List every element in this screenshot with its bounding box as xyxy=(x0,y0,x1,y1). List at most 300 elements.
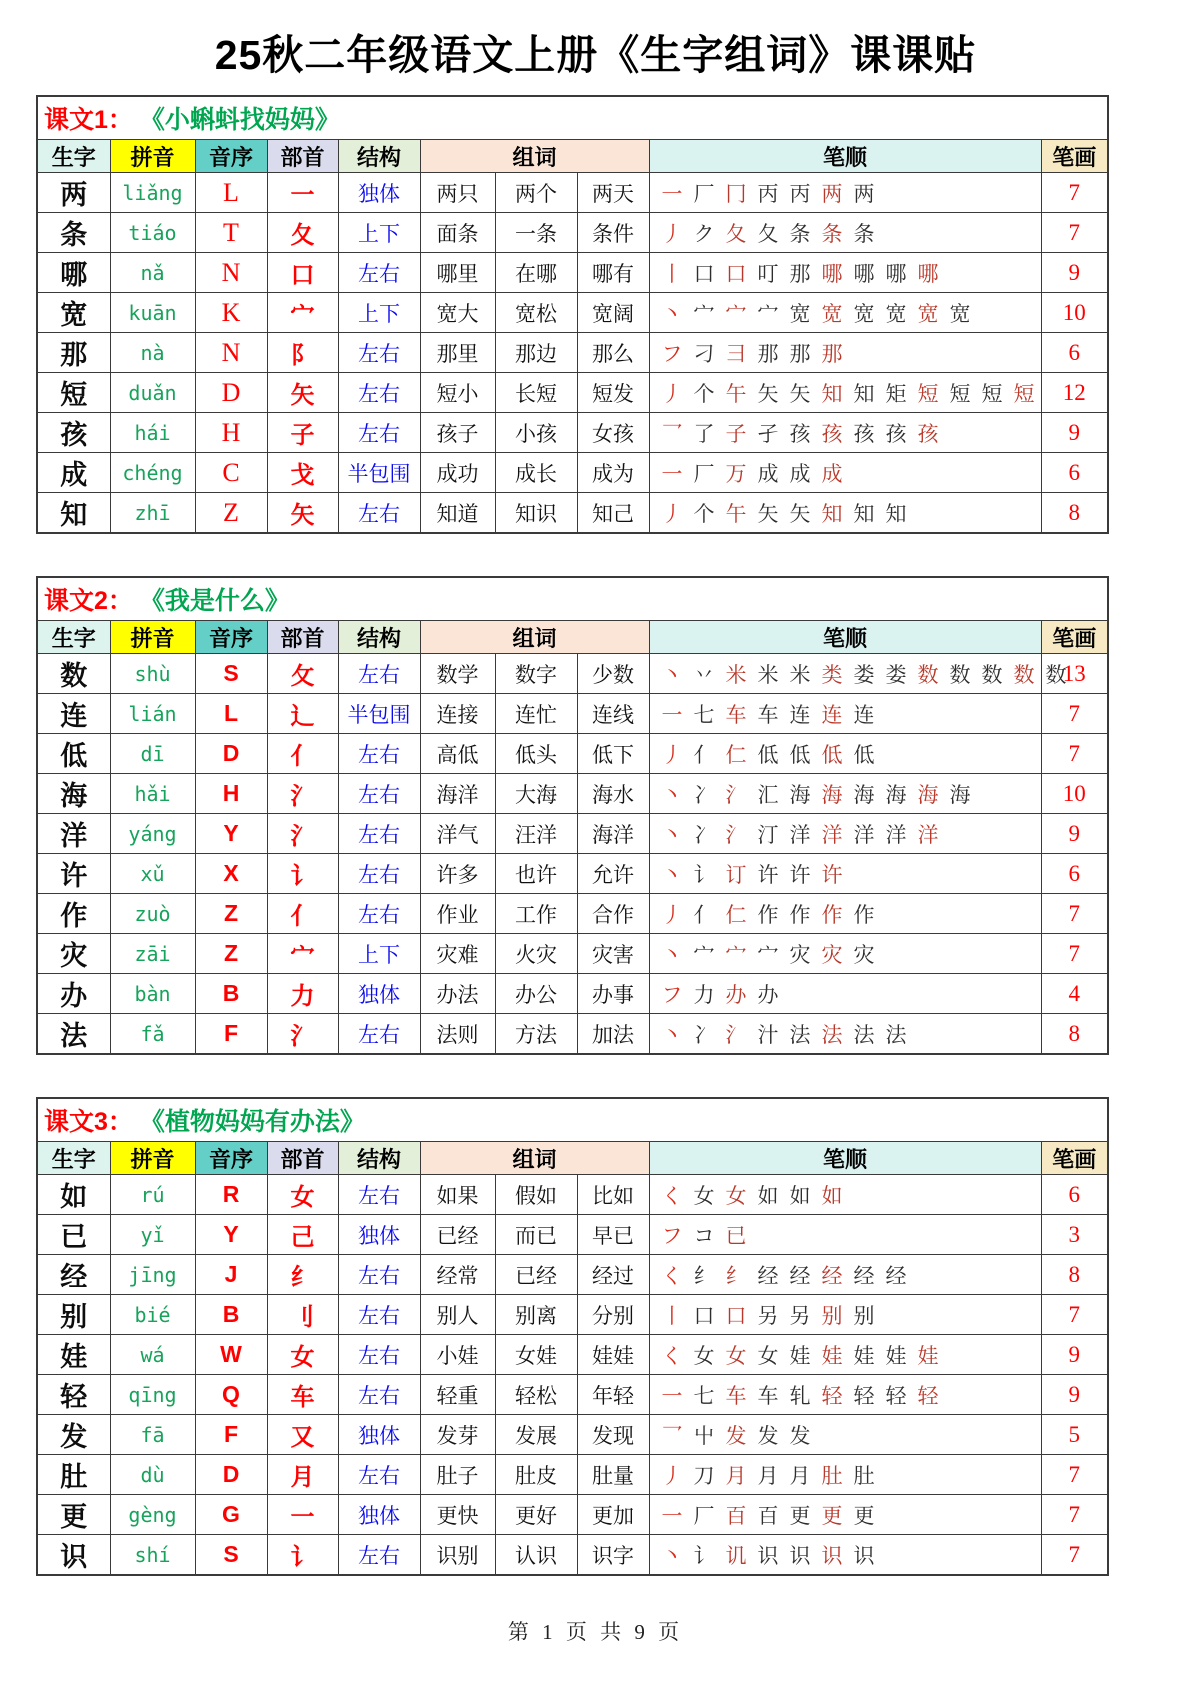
stroke-order-cell xyxy=(649,734,1041,774)
stroke-step-glyph: 那 xyxy=(757,341,779,366)
word-cell: 宽阔 xyxy=(577,293,649,333)
character-cell: 已 xyxy=(37,1215,110,1255)
column-header-部首: 部首 xyxy=(267,140,338,173)
stroke-step-glyph: 宀 xyxy=(725,301,747,326)
alphabetical-initial-cell: B xyxy=(195,1295,267,1335)
character-row xyxy=(37,894,1108,934)
radical-cell: 车 xyxy=(267,1375,338,1415)
stroke-step-glyph: 子 xyxy=(725,421,747,446)
radical-cell: 刂 xyxy=(267,1295,338,1335)
stroke-step-glyph: 月 xyxy=(757,1463,779,1488)
stroke-step-glyph: 数 xyxy=(981,662,1003,687)
word-cell: 那里 xyxy=(420,333,495,373)
character-cell: 宽 xyxy=(37,293,110,333)
pinyin-cell: zāi xyxy=(110,934,195,974)
stroke-order-cell xyxy=(649,774,1041,814)
pinyin-cell: wá xyxy=(110,1335,195,1375)
word-cell: 肚皮 xyxy=(495,1455,577,1495)
word-cell: 宽松 xyxy=(495,293,577,333)
stroke-step-glyph: 如 xyxy=(821,1183,843,1208)
stroke-step-glyph: 条 xyxy=(789,221,811,246)
word-cell: 海水 xyxy=(577,774,649,814)
structure-cell: 半包围 xyxy=(338,694,420,734)
stroke-step-glyph: 冂 xyxy=(725,181,747,206)
stroke-step-glyph: 女 xyxy=(757,1343,779,1368)
stroke-step-glyph: 刁 xyxy=(693,341,715,366)
character-cell: 如 xyxy=(37,1175,110,1215)
stroke-step-glyph: 仁 xyxy=(725,742,747,767)
stroke-step-glyph: 口 xyxy=(693,1303,715,1328)
stroke-order-cell xyxy=(649,1455,1041,1495)
stroke-order-cell xyxy=(649,453,1041,493)
stroke-step-glyph: 低 xyxy=(757,742,779,767)
stroke-step-glyph: 许 xyxy=(789,862,811,887)
stroke-step-glyph: 娃 xyxy=(789,1343,811,1368)
stroke-count-cell: 6 xyxy=(1041,854,1108,894)
alphabetical-initial-cell: Z xyxy=(195,894,267,934)
word-cell: 灾害 xyxy=(577,934,649,974)
stroke-step-glyph: 厂 xyxy=(693,461,715,486)
stroke-count-cell: 7 xyxy=(1041,694,1108,734)
stroke-step-glyph: く xyxy=(661,1343,683,1368)
stroke-step-glyph: 刀 xyxy=(693,1463,715,1488)
stroke-step-glyph: 乛 xyxy=(661,1423,683,1448)
word-cell: 在哪 xyxy=(495,253,577,293)
stroke-step-glyph: 氵 xyxy=(725,822,747,847)
word-cell: 女孩 xyxy=(577,413,649,453)
structure-cell: 左右 xyxy=(338,1255,420,1295)
structure-cell: 独体 xyxy=(338,974,420,1014)
stroke-step-glyph: 亻 xyxy=(693,902,715,927)
structure-cell: 左右 xyxy=(338,413,420,453)
character-cell: 肚 xyxy=(37,1455,110,1495)
alphabetical-initial-cell: Q xyxy=(195,1375,267,1415)
stroke-step-glyph: 汁 xyxy=(757,1022,779,1047)
stroke-count-cell: 7 xyxy=(1041,894,1108,934)
word-cell: 成功 xyxy=(420,453,495,493)
structure-cell: 上下 xyxy=(338,934,420,974)
stroke-count-cell: 8 xyxy=(1041,1255,1108,1295)
lesson-title: 《小蝌蚪找妈妈》 xyxy=(132,106,340,134)
stroke-step-glyph: 氵 xyxy=(725,782,747,807)
stroke-count-cell: 9 xyxy=(1041,1375,1108,1415)
stroke-order-cell xyxy=(649,934,1041,974)
stroke-step-glyph: 米 xyxy=(789,662,811,687)
stroke-step-glyph: 女 xyxy=(725,1183,747,1208)
word-cell: 知己 xyxy=(577,493,649,534)
character-cell: 作 xyxy=(37,894,110,934)
stroke-step-glyph: 洋 xyxy=(853,822,875,847)
character-cell: 那 xyxy=(37,333,110,373)
stroke-order-cell xyxy=(649,654,1067,694)
stroke-step-glyph: 海 xyxy=(853,782,875,807)
stroke-step-glyph: 海 xyxy=(885,782,907,807)
stroke-step-glyph: 米 xyxy=(725,662,747,687)
stroke-step-glyph: 丶 xyxy=(661,822,683,847)
stroke-step-glyph: 办 xyxy=(757,982,779,1007)
alphabetical-initial-cell: K xyxy=(195,293,267,333)
column-header-拼音: 拼音 xyxy=(110,1142,195,1175)
radical-cell: 戈 xyxy=(267,453,338,493)
radical-cell: 力 xyxy=(267,974,338,1014)
stroke-step-glyph: 条 xyxy=(853,221,875,246)
stroke-step-glyph: 讥 xyxy=(725,1543,747,1568)
lesson-heading xyxy=(37,1098,1108,1142)
stroke-step-glyph: 纟 xyxy=(725,1263,747,1288)
stroke-step-glyph: 一 xyxy=(661,1503,683,1528)
stroke-step-glyph: 成 xyxy=(757,461,779,486)
word-cell: 许多 xyxy=(420,854,495,894)
word-cell: 海洋 xyxy=(577,814,649,854)
word-cell: 那么 xyxy=(577,333,649,373)
stroke-step-glyph: 轧 xyxy=(789,1383,811,1408)
pinyin-cell: chéng xyxy=(110,453,195,493)
stroke-count-cell: 9 xyxy=(1041,253,1108,293)
stroke-step-glyph: 两 xyxy=(821,181,843,206)
word-cell: 更好 xyxy=(495,1495,577,1535)
character-row xyxy=(37,213,1108,253)
word-cell: 认识 xyxy=(495,1535,577,1576)
column-header-部首: 部首 xyxy=(267,1142,338,1175)
stroke-step-glyph: 发 xyxy=(757,1423,779,1448)
column-header-笔顺: 笔顺 xyxy=(649,140,1041,173)
character-row xyxy=(37,253,1108,293)
stroke-step-glyph: 夂 xyxy=(757,221,779,246)
stroke-order-cell xyxy=(649,1295,1041,1335)
word-cell: 发现 xyxy=(577,1415,649,1455)
word-cell: 知识 xyxy=(495,493,577,534)
word-cell: 已经 xyxy=(420,1215,495,1255)
stroke-order-cell xyxy=(649,413,1041,453)
stroke-step-glyph: 识 xyxy=(821,1543,843,1568)
column-header-笔画: 笔画 xyxy=(1041,621,1108,654)
stroke-step-glyph: 叮 xyxy=(757,261,779,286)
word-cell: 汪洋 xyxy=(495,814,577,854)
stroke-step-glyph: 宀 xyxy=(757,942,779,967)
stroke-step-glyph: 哪 xyxy=(821,261,843,286)
stroke-step-glyph: 经 xyxy=(853,1263,875,1288)
stroke-step-glyph: 识 xyxy=(757,1543,779,1568)
character-row xyxy=(37,1455,1108,1495)
character-cell: 洋 xyxy=(37,814,110,854)
word-cell: 娃娃 xyxy=(577,1335,649,1375)
character-cell: 数 xyxy=(37,654,110,694)
character-row xyxy=(37,1175,1108,1215)
stroke-step-glyph: 一 xyxy=(661,1383,683,1408)
stroke-step-glyph: 矢 xyxy=(757,501,779,526)
word-cell: 大海 xyxy=(495,774,577,814)
character-cell: 条 xyxy=(37,213,110,253)
alphabetical-initial-cell: B xyxy=(195,974,267,1014)
stroke-step-glyph: 丿 xyxy=(661,1463,683,1488)
pinyin-cell: hái xyxy=(110,413,195,453)
word-cell: 已经 xyxy=(495,1255,577,1295)
pinyin-cell: dù xyxy=(110,1455,195,1495)
stroke-step-glyph: 屮 xyxy=(693,1423,715,1448)
stroke-step-glyph: 数 xyxy=(1013,662,1035,687)
character-row xyxy=(37,293,1108,333)
character-cell: 灾 xyxy=(37,934,110,974)
stroke-step-glyph: 连 xyxy=(789,702,811,727)
stroke-step-glyph: 洋 xyxy=(917,822,939,847)
word-cell: 两个 xyxy=(495,173,577,213)
pinyin-cell: fǎ xyxy=(110,1014,195,1055)
stroke-step-glyph: 轻 xyxy=(917,1383,939,1408)
word-cell: 高低 xyxy=(420,734,495,774)
stroke-step-glyph: 午 xyxy=(725,381,747,406)
stroke-step-glyph: 氵 xyxy=(725,1022,747,1047)
structure-cell: 左右 xyxy=(338,894,420,934)
stroke-step-glyph: 厂 xyxy=(693,1503,715,1528)
stroke-order-cell xyxy=(649,1535,1041,1576)
stroke-step-glyph: 乛 xyxy=(661,421,683,446)
word-cell: 成长 xyxy=(495,453,577,493)
stroke-step-glyph: 灾 xyxy=(789,942,811,967)
pinyin-cell: bàn xyxy=(110,974,195,1014)
word-cell: 条件 xyxy=(577,213,649,253)
stroke-step-glyph: 丙 xyxy=(757,181,779,206)
stroke-count-cell: 6 xyxy=(1041,1175,1108,1215)
structure-cell: 独体 xyxy=(338,1415,420,1455)
character-cell: 发 xyxy=(37,1415,110,1455)
word-cell: 发展 xyxy=(495,1415,577,1455)
character-cell: 经 xyxy=(37,1255,110,1295)
stroke-step-glyph: 亻 xyxy=(693,742,715,767)
stroke-step-glyph: 连 xyxy=(821,702,843,727)
pinyin-cell: kuān xyxy=(110,293,195,333)
stroke-step-glyph: く xyxy=(661,1183,683,1208)
stroke-step-glyph: 夂 xyxy=(725,221,747,246)
character-cell: 更 xyxy=(37,1495,110,1535)
structure-cell: 左右 xyxy=(338,1535,420,1576)
alphabetical-initial-cell: S xyxy=(195,1535,267,1576)
stroke-step-glyph: 个 xyxy=(693,501,715,526)
radical-cell: 宀 xyxy=(267,293,338,333)
stroke-step-glyph: 仁 xyxy=(725,902,747,927)
character-row xyxy=(37,1415,1108,1455)
stroke-step-glyph: 更 xyxy=(821,1503,843,1528)
character-row xyxy=(37,1215,1108,1255)
stroke-step-glyph: 丿 xyxy=(661,381,683,406)
stroke-step-glyph: 另 xyxy=(789,1303,811,1328)
word-cell: 连忙 xyxy=(495,694,577,734)
word-cell: 轻重 xyxy=(420,1375,495,1415)
stroke-step-glyph: 讠 xyxy=(693,862,715,887)
stroke-step-glyph: 丶 xyxy=(661,1543,683,1568)
character-cell: 识 xyxy=(37,1535,110,1576)
character-row xyxy=(37,974,1108,1014)
alphabetical-initial-cell: L xyxy=(195,173,267,213)
word-cell: 经过 xyxy=(577,1255,649,1295)
word-cell: 年轻 xyxy=(577,1375,649,1415)
word-cell: 洋气 xyxy=(420,814,495,854)
structure-cell: 独体 xyxy=(338,1215,420,1255)
word-cell: 更快 xyxy=(420,1495,495,1535)
stroke-step-glyph: 低 xyxy=(821,742,843,767)
stroke-step-glyph: 孩 xyxy=(789,421,811,446)
word-cell: 方法 xyxy=(495,1014,577,1055)
stroke-order-cell xyxy=(649,293,1041,333)
stroke-count-cell: 7 xyxy=(1041,1535,1108,1576)
stroke-order-cell xyxy=(649,1215,1041,1255)
radical-cell: 子 xyxy=(267,413,338,453)
stroke-step-glyph: 孩 xyxy=(821,421,843,446)
radical-cell: 矢 xyxy=(267,493,338,534)
stroke-order-cell xyxy=(649,173,1041,213)
word-cell: 低下 xyxy=(577,734,649,774)
stroke-step-glyph: 办 xyxy=(725,982,747,1007)
word-cell: 识别 xyxy=(420,1535,495,1576)
stroke-step-glyph: 汇 xyxy=(757,782,779,807)
pinyin-cell: shí xyxy=(110,1535,195,1576)
word-cell: 火灾 xyxy=(495,934,577,974)
radical-cell: 己 xyxy=(267,1215,338,1255)
radical-cell: 阝 xyxy=(267,333,338,373)
structure-cell: 上下 xyxy=(338,293,420,333)
stroke-step-glyph: 丶 xyxy=(661,862,683,887)
stroke-step-glyph: 经 xyxy=(757,1263,779,1288)
stroke-step-glyph: 作 xyxy=(853,902,875,927)
alphabetical-initial-cell: D xyxy=(195,373,267,413)
stroke-count-cell: 7 xyxy=(1041,1495,1108,1535)
character-cell: 海 xyxy=(37,774,110,814)
stroke-step-glyph: 丿 xyxy=(661,742,683,767)
stroke-step-glyph: 冫 xyxy=(693,822,715,847)
word-cell: 小娃 xyxy=(420,1335,495,1375)
character-row xyxy=(37,413,1108,453)
column-header-结构: 结构 xyxy=(338,621,420,654)
column-header-音序: 音序 xyxy=(195,621,267,654)
stroke-step-glyph: 矢 xyxy=(789,501,811,526)
structure-cell: 左右 xyxy=(338,253,420,293)
word-cell: 两天 xyxy=(577,173,649,213)
character-row xyxy=(37,173,1108,213)
stroke-count-cell: 12 xyxy=(1041,373,1108,413)
stroke-step-glyph: 一 xyxy=(661,702,683,727)
lesson-label: 课文1： xyxy=(44,106,133,134)
word-cell: 哪有 xyxy=(577,253,649,293)
stroke-step-glyph: 作 xyxy=(821,902,843,927)
stroke-step-glyph: 法 xyxy=(789,1022,811,1047)
word-cell: 允许 xyxy=(577,854,649,894)
radical-cell: 亻 xyxy=(267,734,338,774)
stroke-step-glyph: 肚 xyxy=(853,1463,875,1488)
stroke-order-cell xyxy=(649,333,1041,373)
stroke-step-glyph: 经 xyxy=(885,1263,907,1288)
stroke-step-glyph: 宽 xyxy=(789,301,811,326)
word-cell: 连接 xyxy=(420,694,495,734)
word-cell: 肚子 xyxy=(420,1455,495,1495)
stroke-step-glyph: 数 xyxy=(917,662,939,687)
word-cell: 灾难 xyxy=(420,934,495,974)
radical-cell: 女 xyxy=(267,1175,338,1215)
word-cell: 也许 xyxy=(495,854,577,894)
character-row xyxy=(37,493,1108,534)
stroke-order-cell xyxy=(649,1175,1041,1215)
lesson-tables-container xyxy=(36,95,1155,1576)
pinyin-cell: lián xyxy=(110,694,195,734)
stroke-step-glyph: 知 xyxy=(821,501,843,526)
character-cell: 两 xyxy=(37,173,110,213)
stroke-step-glyph: 米 xyxy=(757,662,779,687)
stroke-count-cell: 10 xyxy=(1041,774,1108,814)
stroke-step-glyph: 车 xyxy=(725,702,747,727)
alphabetical-initial-cell: N xyxy=(195,253,267,293)
stroke-step-glyph: 纟 xyxy=(693,1263,715,1288)
stroke-step-glyph: 娄 xyxy=(853,662,875,687)
stroke-step-glyph: 讠 xyxy=(693,1543,715,1568)
stroke-step-glyph: 法 xyxy=(821,1022,843,1047)
stroke-step-glyph: 轻 xyxy=(821,1383,843,1408)
word-cell: 识字 xyxy=(577,1535,649,1576)
stroke-count-cell: 7 xyxy=(1041,213,1108,253)
word-cell: 一条 xyxy=(495,213,577,253)
structure-cell: 左右 xyxy=(338,774,420,814)
lesson-label: 课文2： xyxy=(44,587,133,615)
character-cell: 办 xyxy=(37,974,110,1014)
stroke-step-glyph: 灾 xyxy=(853,942,875,967)
word-cell: 哪里 xyxy=(420,253,495,293)
stroke-step-glyph: 识 xyxy=(853,1543,875,1568)
stroke-step-glyph: 七 xyxy=(693,1383,715,1408)
stroke-step-glyph: 矩 xyxy=(885,381,907,406)
stroke-step-glyph: 作 xyxy=(789,902,811,927)
alphabetical-initial-cell: N xyxy=(195,333,267,373)
stroke-step-glyph: 孩 xyxy=(917,421,939,446)
pinyin-cell: yǐ xyxy=(110,1215,195,1255)
word-cell: 别人 xyxy=(420,1295,495,1335)
stroke-step-glyph: コ xyxy=(693,1223,715,1248)
stroke-step-glyph: 海 xyxy=(789,782,811,807)
stroke-step-glyph: 月 xyxy=(725,1463,747,1488)
stroke-order-cell xyxy=(649,1375,1041,1415)
stroke-step-glyph: 低 xyxy=(789,742,811,767)
character-cell: 连 xyxy=(37,694,110,734)
stroke-count-cell: 9 xyxy=(1041,413,1108,453)
stroke-step-glyph: 法 xyxy=(853,1022,875,1047)
character-row xyxy=(37,1495,1108,1535)
stroke-step-glyph: 法 xyxy=(885,1022,907,1047)
character-cell: 低 xyxy=(37,734,110,774)
stroke-step-glyph: 如 xyxy=(757,1183,779,1208)
stroke-step-glyph: フ xyxy=(661,982,683,1007)
structure-cell: 左右 xyxy=(338,373,420,413)
stroke-step-glyph: 哪 xyxy=(853,261,875,286)
stroke-step-glyph: 更 xyxy=(789,1503,811,1528)
stroke-step-glyph: 冫 xyxy=(693,782,715,807)
lesson-title: 《我是什么》 xyxy=(132,587,290,615)
stroke-step-glyph: 彐 xyxy=(725,341,747,366)
word-cell: 面条 xyxy=(420,213,495,253)
column-header-部首: 部首 xyxy=(267,621,338,654)
column-header-笔顺: 笔顺 xyxy=(649,621,1041,654)
stroke-step-glyph: 口 xyxy=(693,261,715,286)
stroke-step-glyph: く xyxy=(661,1263,683,1288)
stroke-step-glyph: 一 xyxy=(661,461,683,486)
stroke-step-glyph: 百 xyxy=(757,1503,779,1528)
alphabetical-initial-cell: L xyxy=(195,694,267,734)
stroke-order-cell xyxy=(649,253,1041,293)
stroke-count-cell: 7 xyxy=(1041,934,1108,974)
alphabetical-initial-cell: T xyxy=(195,213,267,253)
column-header-笔画: 笔画 xyxy=(1041,1142,1108,1175)
stroke-order-cell xyxy=(649,1495,1041,1535)
stroke-order-cell xyxy=(649,493,1041,534)
stroke-step-glyph: 已 xyxy=(725,1223,747,1248)
alphabetical-initial-cell: D xyxy=(195,1455,267,1495)
stroke-step-glyph: 丿 xyxy=(661,221,683,246)
character-cell: 许 xyxy=(37,854,110,894)
